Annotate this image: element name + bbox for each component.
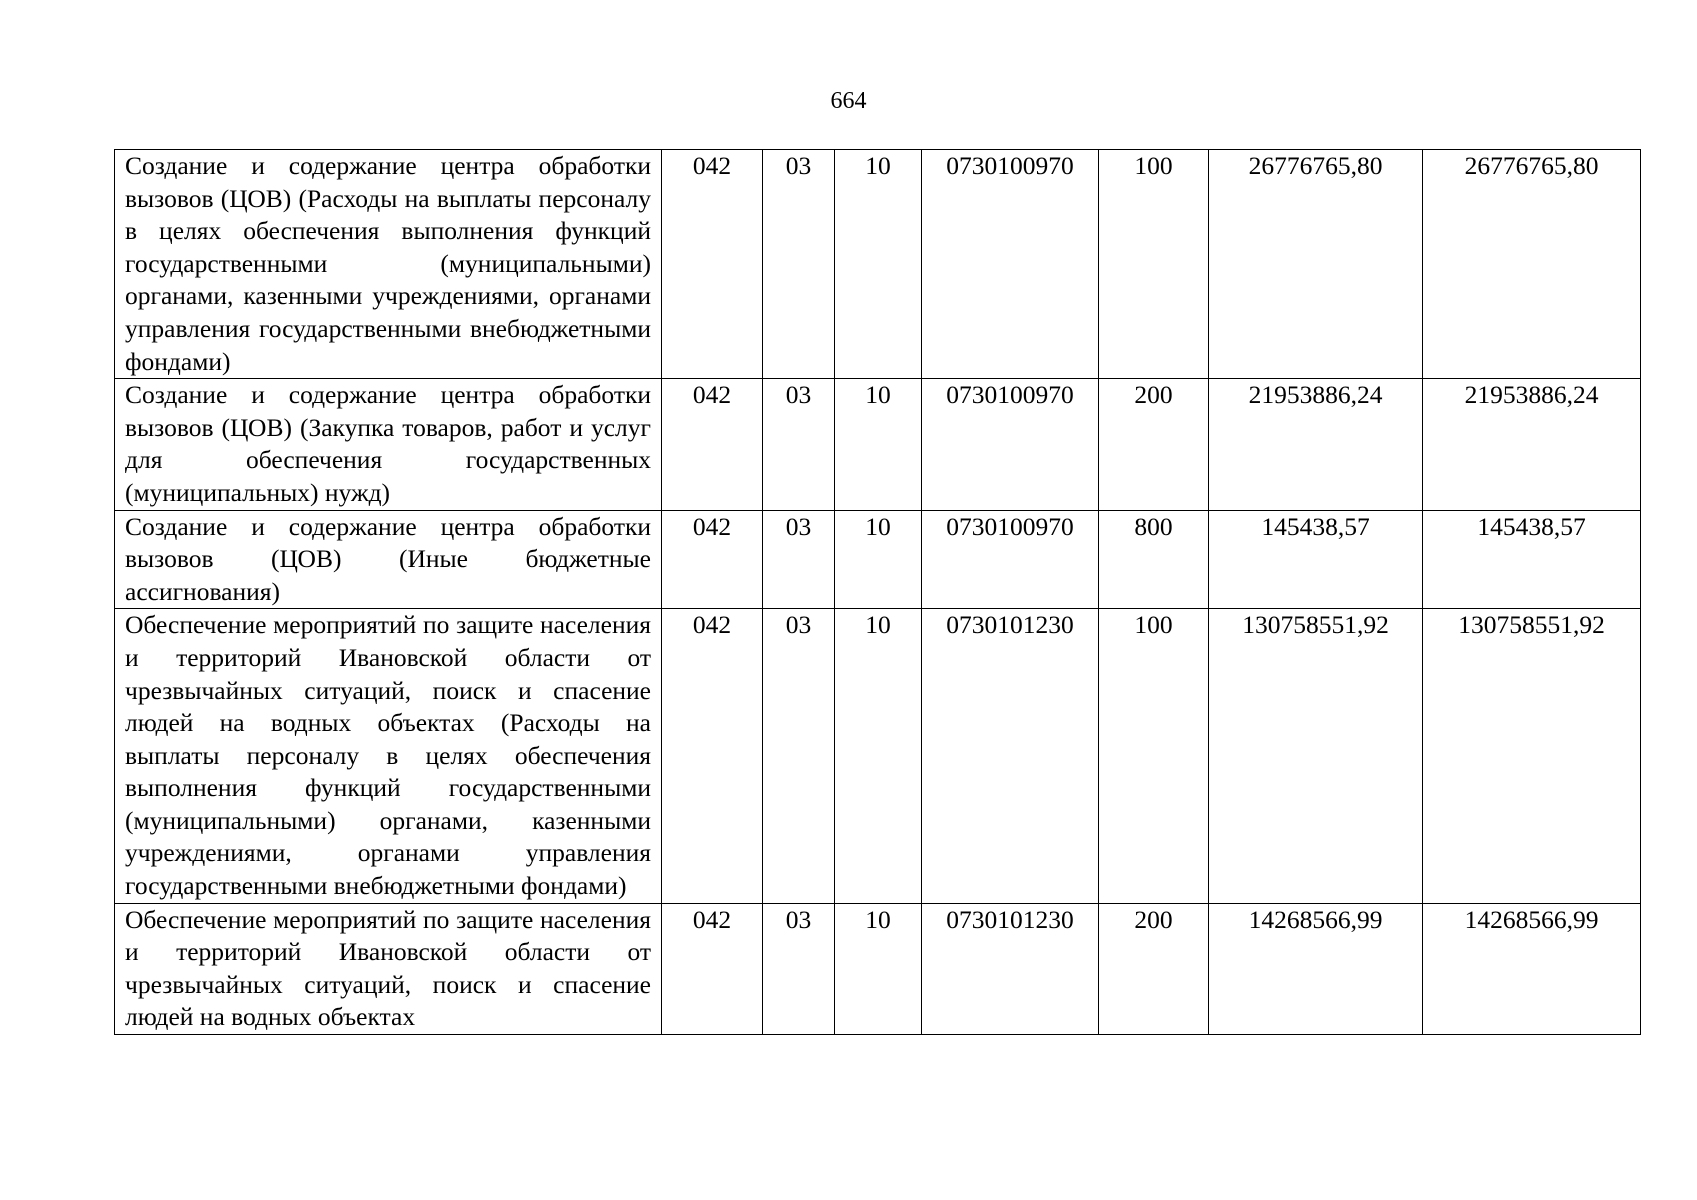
subsection-code: 10	[835, 379, 922, 510]
row-description-text: Обеспечение мероприятий по защите населения и территорий Ивановской области от чрезвычайных ситуаций, поиск и спасение людей на водных объектах	[125, 904, 651, 1032]
amount-2: 145438,57	[1423, 510, 1641, 609]
amount-1: 21953886,24	[1209, 379, 1423, 510]
subsection-code: 10	[835, 510, 922, 609]
amount-2: 130758551,92	[1423, 609, 1641, 903]
target-article-code: 0730100970	[922, 150, 1099, 379]
section-code: 03	[763, 510, 835, 609]
expense-type-code: 800	[1099, 510, 1209, 609]
table-row	[115, 510, 1641, 609]
ministry-code: 042	[662, 150, 763, 379]
table-row	[115, 150, 1641, 379]
row-description: Создание и содержание центра обработки вызовов (ЦОВ) (Закупка товаров, работ и услуг для обеспечения государственных (муниципальных) нужд)	[115, 379, 662, 510]
row-description	[115, 903, 662, 1034]
subsection-code: 10	[835, 903, 922, 1034]
section-code: 03	[763, 609, 835, 903]
ministry-code: 042	[662, 903, 763, 1034]
table-row	[115, 379, 1641, 510]
expense-type-code: 200	[1099, 379, 1209, 510]
target-article-code: 0730100970	[922, 379, 1099, 510]
row-description: Обеспечение мероприятий по защите населения и территорий Ивановской области от чрезвычайных ситуаций, поиск и спасение людей на водных объектах (Расходы на выплаты персоналу в целях обеспечения выполнения функций государственными (муниципальными) органами, казенными учреждениями, органами управления государственными внебюджетными фондами)	[115, 609, 662, 903]
target-article-code: 0730100970	[922, 510, 1099, 609]
amount-2: 14268566,99	[1423, 903, 1641, 1034]
row-description: Создание и содержание центра обработки вызовов (ЦОВ) (Иные бюджетные ассигнования)	[115, 510, 662, 609]
amount-1: 26776765,80	[1209, 150, 1423, 379]
table-row	[115, 609, 1641, 903]
amount-1: 14268566,99	[1209, 903, 1423, 1034]
row-description: Создание и содержание центра обработки вызовов (ЦОВ) (Расходы на выплаты персоналу в целях обеспечения выполнения функций государственными (муниципальными) органами, казенными учреждениями, органами управления государственными внебюджетными фондами)	[115, 150, 662, 379]
amount-2: 21953886,24	[1423, 379, 1641, 510]
expense-type-code: 100	[1099, 150, 1209, 379]
ministry-code: 042	[662, 379, 763, 510]
target-article-code: 0730101230	[922, 609, 1099, 903]
page-number: 664	[830, 88, 867, 114]
ministry-code: 042	[662, 510, 763, 609]
subsection-code: 10	[835, 150, 922, 379]
amount-2: 26776765,80	[1423, 150, 1641, 379]
section-code: 03	[763, 903, 835, 1034]
budget-table	[114, 149, 1641, 1035]
expense-type-code: 100	[1099, 609, 1209, 903]
amount-1: 145438,57	[1209, 510, 1423, 609]
target-article-code: 0730101230	[922, 903, 1099, 1034]
table-row	[115, 903, 1641, 1034]
section-code: 03	[763, 379, 835, 510]
subsection-code: 10	[835, 609, 922, 903]
section-code: 03	[763, 150, 835, 379]
ministry-code: 042	[662, 609, 763, 903]
amount-1: 130758551,92	[1209, 609, 1423, 903]
expense-type-code: 200	[1099, 903, 1209, 1034]
